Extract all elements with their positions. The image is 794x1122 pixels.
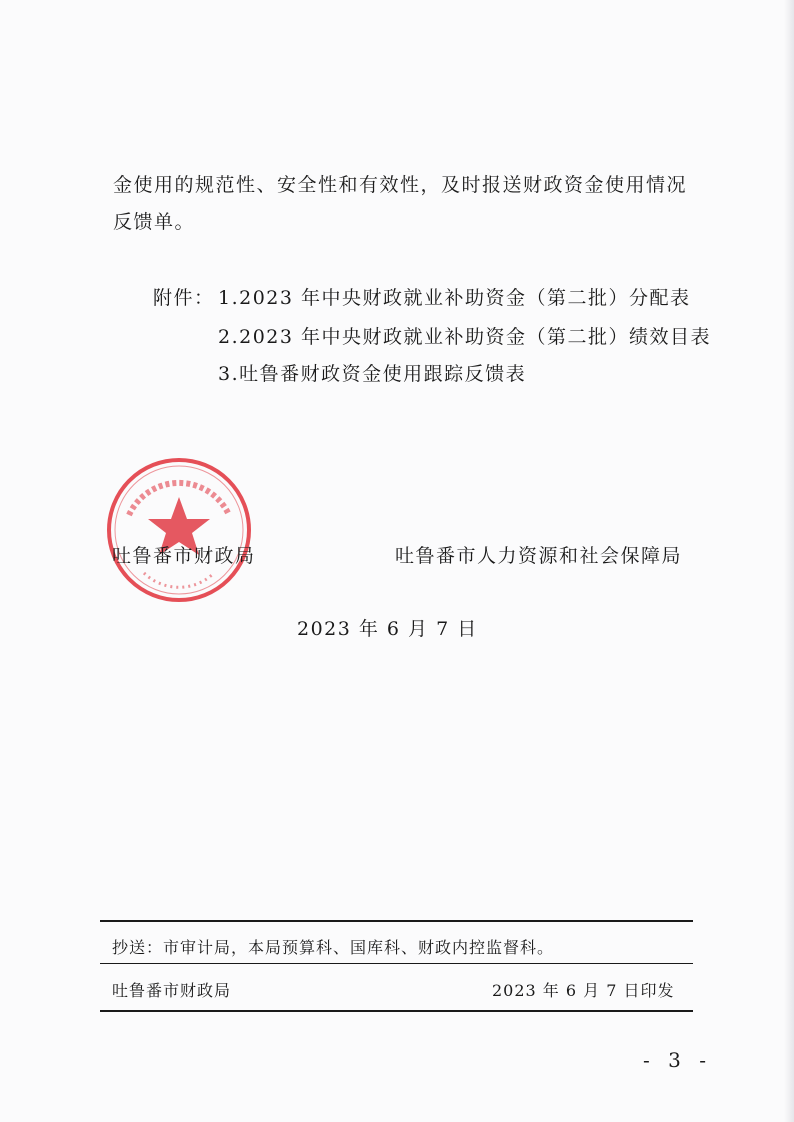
page-number: - 3 - [643, 1048, 712, 1072]
body-text-line-1: 金使用的规范性、安全性和有效性，及时报送财政资金使用情况 [113, 174, 688, 196]
attachment-item-3: 3.吐鲁番财政资金使用跟踪反馈表 [218, 363, 527, 385]
signatory-finance-bureau: 吐鲁番市财政局 [112, 545, 256, 567]
footer-middle-rule [100, 963, 693, 964]
document-date: 2023 年 6 月 7 日 [297, 618, 478, 640]
body-text-line-2: 反馈单。 [113, 211, 196, 233]
attachments-label: 附件： [153, 287, 215, 309]
issuer-name: 吐鲁番市财政局 [112, 981, 232, 1000]
footer-bottom-rule [100, 1010, 693, 1012]
attachment-item-2: 2.2023 年中央财政就业补助资金（第二批）绩效目表 [218, 326, 712, 348]
page-edge-shadow [784, 0, 794, 1122]
signatory-hr-bureau: 吐鲁番市人力资源和社会保障局 [395, 545, 683, 567]
cc-list: 抄送：市审计局，本局预算科、国库科、财政内控监督科。 [112, 938, 555, 957]
issue-date: 2023 年 6 月 7 日印发 [492, 981, 675, 1000]
official-seal-stamp [104, 455, 254, 605]
attachment-item-1: 1.2023 年中央财政就业补助资金（第二批）分配表 [218, 287, 691, 309]
footer-top-rule [100, 920, 693, 922]
